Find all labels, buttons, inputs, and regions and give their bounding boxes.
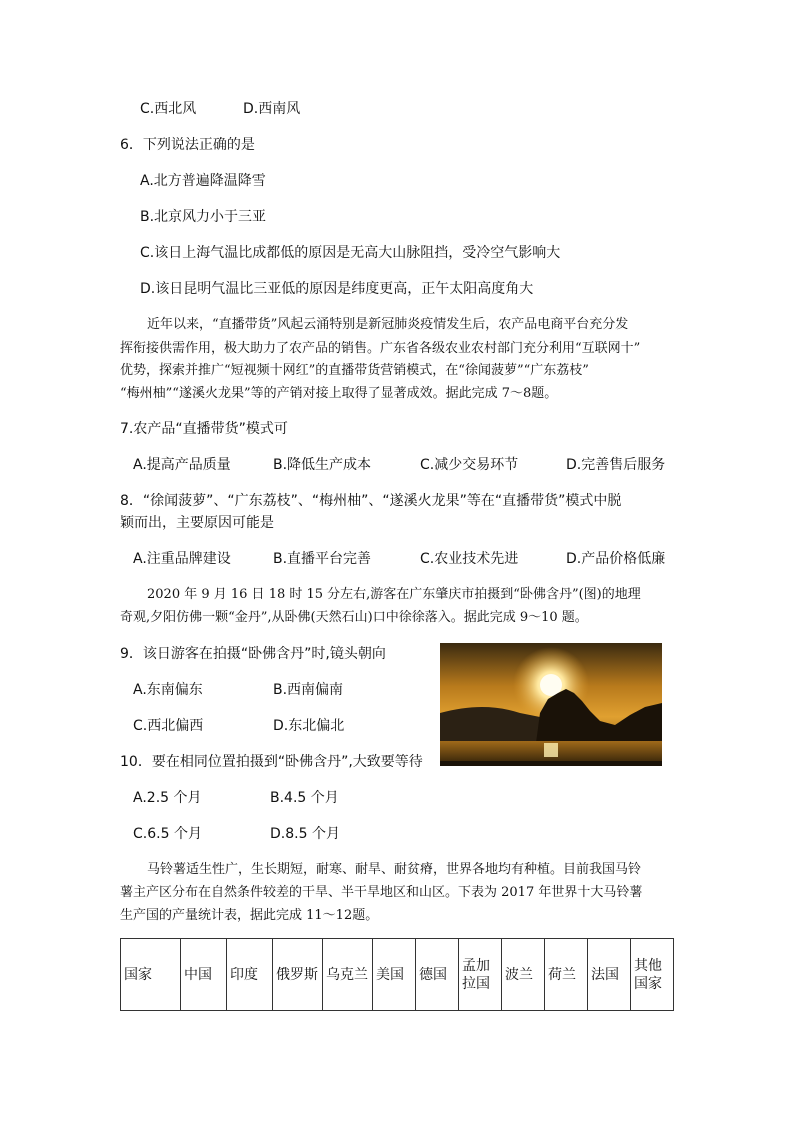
q10-option-c: C.6.5 个月 bbox=[133, 826, 202, 842]
q7-option-d: D.完善售后服务 bbox=[566, 457, 666, 473]
q9-stem: 9．该日游客在拍摄“卧佛含丹”时,镜头朝向 bbox=[120, 646, 386, 662]
q6-option-c: C.该日上海气温比成都低的原因是无高大山脉阻挡，受冷空气影响大 bbox=[140, 245, 561, 261]
q6-option-d: D.该日昆明气温比三亚低的原因是纬度更高，正午太阳高度角大 bbox=[140, 281, 534, 297]
q5-option-c: C.西北风 bbox=[140, 101, 197, 117]
table-header-text: 孟加 bbox=[462, 957, 490, 974]
q10-option-b: B.4.5 个月 bbox=[270, 790, 339, 806]
table-header-cell: 中国 bbox=[181, 939, 227, 1011]
q6-option-b: B.北京风力小于三亚 bbox=[140, 209, 267, 225]
potato-production-table bbox=[120, 938, 674, 1011]
table-header-cell: 国家 bbox=[121, 939, 181, 1011]
q6-stem: 6．下列说法正确的是 bbox=[120, 137, 255, 153]
table-header-cell: 德国 bbox=[416, 939, 459, 1011]
q8-option-d: D.产品价格低廉 bbox=[566, 551, 666, 567]
table-header-cell bbox=[459, 939, 502, 1011]
table-header-text: 其他 bbox=[634, 957, 662, 974]
passage3-line1: 马铃薯适生性广，生长期短，耐寒、耐旱、耐贫瘠，世界各地均有种植。目前我国马铃 bbox=[147, 862, 642, 877]
q7-option-a: A.提高产品质量 bbox=[133, 457, 231, 473]
table-header-cell bbox=[631, 939, 674, 1011]
table-header-cell: 荷兰 bbox=[545, 939, 588, 1011]
table-header-text: 国家 bbox=[634, 975, 662, 992]
q8-option-c: C.农业技术先进 bbox=[420, 551, 519, 567]
table-header-cell: 乌克兰 bbox=[323, 939, 373, 1011]
q8-option-b: B.直播平台完善 bbox=[273, 551, 372, 567]
passage2-line2: 奇观,夕阳仿佛一颗“金丹”,从卧佛(天然石山)口中徐徐落入。据此完成 9～10 题。 bbox=[120, 610, 588, 625]
q5-option-d: D.西南风 bbox=[243, 101, 301, 117]
q6-option-a: A.北方普遍降温降雪 bbox=[140, 173, 266, 189]
table-header-cell: 法国 bbox=[588, 939, 631, 1011]
q10-option-d: D.8.5 个月 bbox=[270, 826, 340, 842]
passage2-line1: 2020 年 9 月 16 日 18 时 15 分左右,游客在广东肇庆市拍摄到“卧佛含丹”(图)的地理 bbox=[147, 587, 641, 602]
table-header-text: 拉国 bbox=[462, 975, 490, 992]
table-header-row bbox=[121, 939, 674, 1011]
q9-option-d: D.东北偏北 bbox=[273, 718, 345, 734]
q7-stem: 7.农产品“直播带货”模式可 bbox=[120, 421, 288, 437]
q9-option-c: C.西北偏西 bbox=[133, 718, 204, 734]
passage1-line1: 近年以来，“直播带货”风起云涌特别是新冠肺炎疫情发生后，农产品电商平台充分发 bbox=[147, 317, 629, 332]
q9-option-a: A.东南偏东 bbox=[133, 682, 203, 698]
q8-stem-line1: 8．“徐闻菠萝”、“广东荔枝”、“梅州柚”、“遂溪火龙果”等在“直播带货”模式中脱 bbox=[120, 493, 622, 509]
q10-stem: 10．要在相同位置拍摄到“卧佛含丹”,大致要等待 bbox=[120, 754, 423, 770]
q9-option-b: B.西南偏南 bbox=[273, 682, 344, 698]
passage1-line2: 挥衔接供需作用，极大助力了农产品的销售。广东省各级农业农村部门充分利用“互联网十” bbox=[120, 341, 641, 356]
q10-option-a: A.2.5 个月 bbox=[133, 790, 202, 806]
q8-option-a: A.注重品牌建设 bbox=[133, 551, 231, 567]
passage3-line3: 生产国的产量统计表，据此完成 11～12题。 bbox=[120, 908, 379, 923]
passage1-line4: “梅州柚”“遂溪火龙果”等的产销对接上取得了显著成效。据此完成 7～8题。 bbox=[120, 386, 558, 401]
passage1-line3: 优势，探索并推广“短视频十网红”的直播带货营销模式，在“徐闻菠萝”“广东荔枝” bbox=[120, 363, 589, 378]
q7-option-c: C.减少交易环节 bbox=[420, 457, 519, 473]
table-header-cell: 波兰 bbox=[502, 939, 545, 1011]
q7-option-b: B.降低生产成本 bbox=[273, 457, 372, 473]
table-header-cell: 美国 bbox=[373, 939, 416, 1011]
passage3-line2: 薯主产区分布在自然条件较差的干旱、半干旱地区和山区。下表为 2017 年世界十大马铃薯 bbox=[120, 885, 643, 900]
sunset-mountain-photo bbox=[440, 643, 662, 766]
q8-stem-line2: 颖而出，主要原因可能是 bbox=[120, 515, 274, 531]
table-header-cell: 印度 bbox=[227, 939, 273, 1011]
table-header-cell: 俄罗斯 bbox=[273, 939, 323, 1011]
